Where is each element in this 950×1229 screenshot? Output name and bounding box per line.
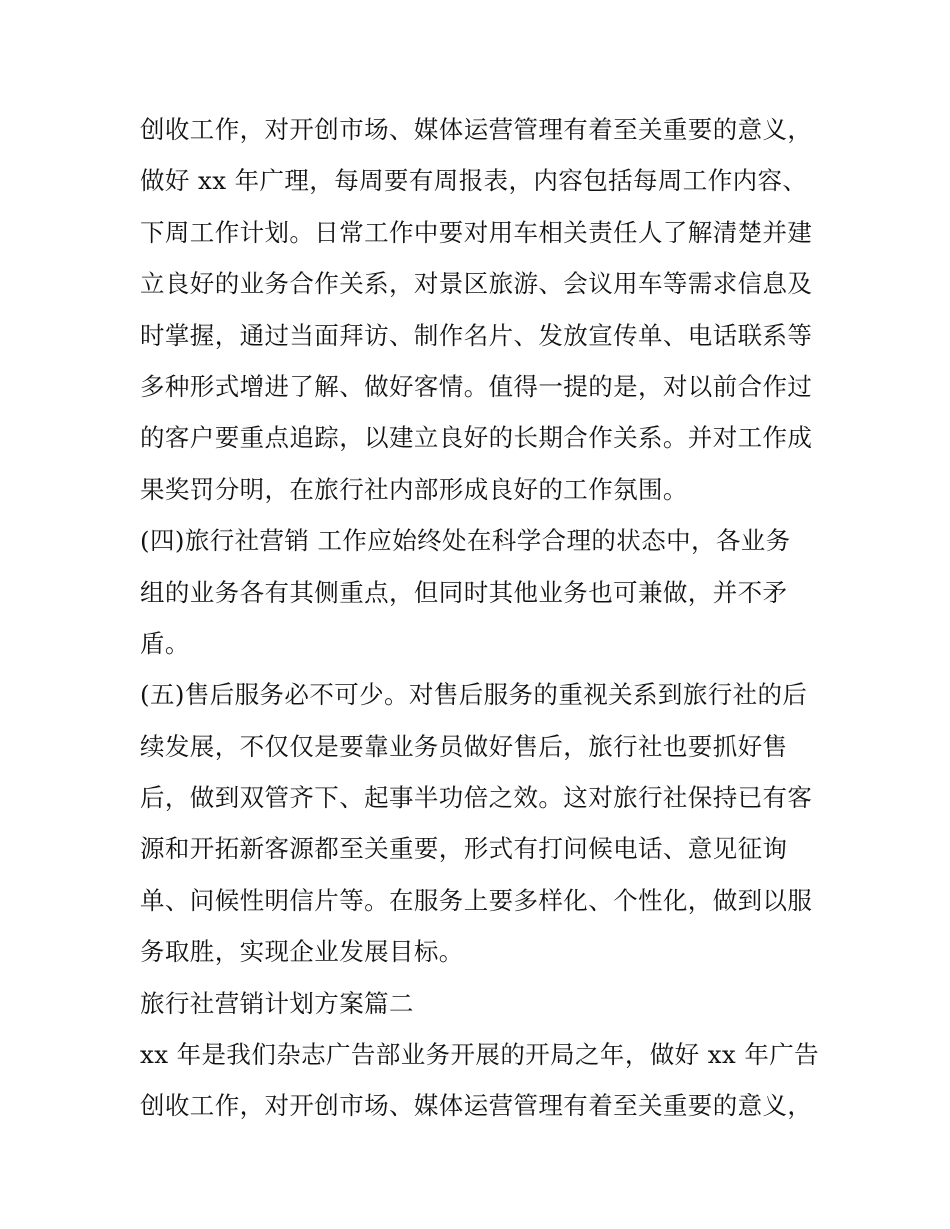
- text-line: 组的业务各有其侧重点，但同时其他业务也可兼做，并不矛: [140, 577, 788, 607]
- text-line: 创收工作，对开创市场、媒体运营管理有着至关重要的意义，: [140, 1091, 813, 1121]
- section-four-heading-line: (四)旅行社营销 工作应始终处在科学合理的状态中，各业务: [140, 526, 791, 556]
- text-line: 续发展，不仅仅是要靠业务员做好售后，旅行社也要抓好售: [140, 731, 788, 761]
- text-line: 多种形式增进了解、做好客情。值得一提的是，对以前合作过: [140, 371, 813, 401]
- text-line: 源和开拓新客源都至关重要，形式有打问候电话、意见征询: [140, 834, 788, 864]
- text-line: 务取胜，实现企业发展目标。: [140, 937, 464, 967]
- text-line: 单、问候性明信片等。在服务上要多样化、个性化，做到以服: [140, 885, 813, 915]
- text-line: 后，做到双管齐下、起事半功倍之效。这对旅行社保持已有客: [140, 783, 813, 813]
- text-line: 时掌握，通过当面拜访、制作名片、发放宣传单、电话联系等: [140, 320, 813, 350]
- section-five-heading-line: (五)售后服务必不可少。对售后服务的重视关系到旅行社的后: [140, 680, 808, 710]
- text-line: 创收工作，对开创市场、媒体运营管理有着至关重要的意义，: [140, 115, 813, 144]
- text-line: 果奖罚分明，在旅行社内部形成良好的工作氛围。: [140, 474, 688, 504]
- body-text: [140, 104, 820, 1132]
- section-title: 旅行社营销计划方案篇二: [140, 988, 414, 1018]
- text-line: 做好 xx 年广理，每周要有周报表，内容包括每周工作内容、: [140, 166, 808, 196]
- text-line: 的客户要重点追踪，以建立良好的长期合作关系。并对工作成: [140, 423, 813, 453]
- text-line: 立良好的业务合作关系，对景区旅游、会议用车等需求信息及: [140, 269, 813, 299]
- text-line: xx 年是我们杂志广告部业务开展的开局之年，做好 xx 年广告: [140, 1040, 820, 1070]
- text-line: 下周工作计划。日常工作中要对用车相关责任人了解清楚并建: [140, 217, 813, 247]
- text-line: 盾。: [140, 628, 190, 658]
